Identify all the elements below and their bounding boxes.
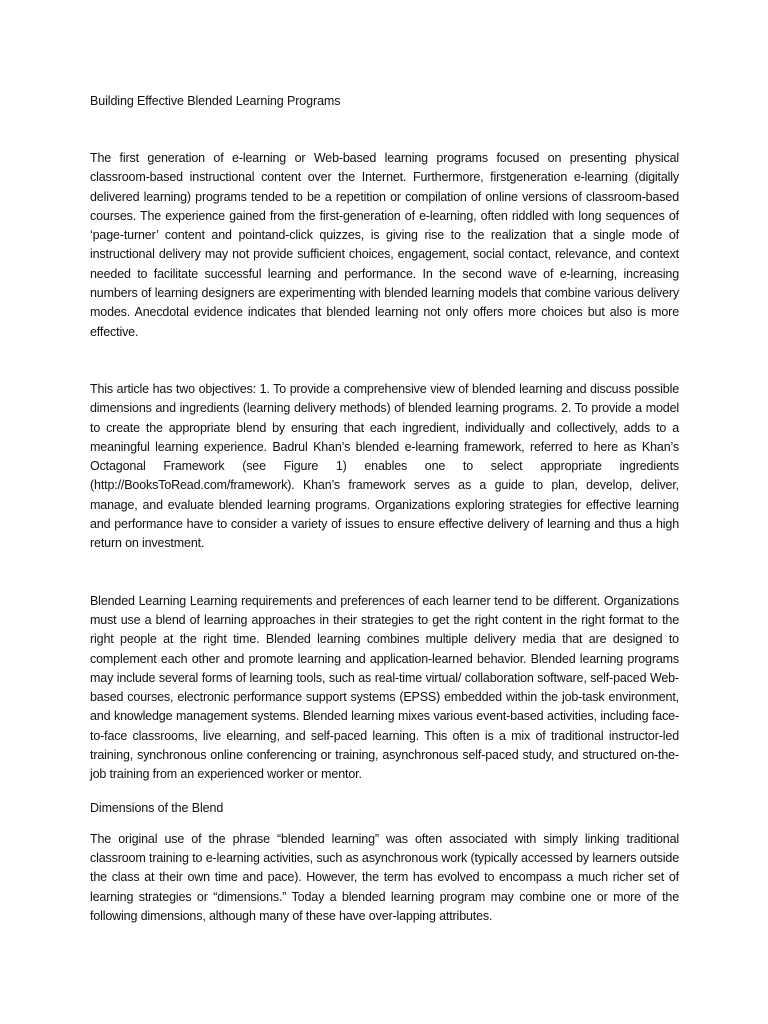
paragraph-dimensions: The original use of the phrase “blended learning” was often associated with simply linking traditional classroom training to e-learning activities, such as asynchronous work (typically accessed by learners outside the class at their own time and pace). However, the term has evolved to encompass a much richer set of learning strategies or “dimensions.” Today a blended learning program may combine one or more of the following dimensions, although many of these have over-lapping attributes. [90, 831, 679, 923]
paragraph-objectives: This article has two objectives: 1. To provide a comprehensive view of blended learning and discuss possible dimensions and ingredients (learning delivery methods) of blended learning programs. 2. To provide a model to create the appropriate blend by ensuring that each ingredient, individually and collectively, adds to a meaningful learning experience. Badrul Khan’s blended e-learning framework, referred to here as Khan’s Octagonal Framework (see Figure 1) enables one to select appropriate ingredients (http://BooksToRead.com/framework). Khan’s framework serves as a guide to plan, develop, deliver, manage, and evaluate blended learning programs. Organizations exploring strategies for effective learning and performance have to consider a variety of issues to ensure effective delivery of learning and thus a high return on investment. [90, 381, 679, 551]
paragraph-blended-learning: Blended Learning Learning requirements and preferences of each learner tend to be different. Organizations must use a blend of learning approaches in their strategies to get the right content in the right format to the right people at the right time. Blended learning combines multiple delivery media that are designed to complement each other and promote learning and application-learned behavior. Blended learning programs may include several forms of learning tools, such as real-time virtual/ collaboration software, self-paced Web-based courses, electronic performance support systems (EPSS) embedded within the job-task environment, and knowledge management systems. Blended learning mixes various event-based activities, including face-to-face classrooms, live elearning, and self-paced learning. This often is a mix of traditional instructor-led training, synchronous online conferencing or training, asynchronous self-paced study, and structured on-the-job training from an experienced worker or mentor. [90, 593, 679, 782]
document-body [90, 92, 679, 926]
section-heading: Dimensions of the Blend [90, 800, 224, 815]
paragraph-first-generation: The first generation of e-learning or Web-based learning programs focused on presenting physical classroom-based instructional content over the Internet. Furthermore, firstgeneration e-learning (digitally delivered learning) programs tended to be a repetition or compilation of online versions of classroom-based courses. The experience gained from the first-generation of e-learning, often riddled with long sequences of ‘page-turner’ content and pointand-click quizzes, is giving rise to the realization that a single mode of instructional delivery may not provide sufficient choices, engagement, social contact, relevance, and context needed to facilitate successful learning and performance. In the second wave of e-learning, increasing numbers of learning designers are experimenting with blended learning models that combine various delivery modes. Anecdotal evidence indicates that blended learning not only offers more choices but also is more effective. [90, 151, 679, 339]
document-title: Building Effective Blended Learning Programs [90, 94, 341, 108]
